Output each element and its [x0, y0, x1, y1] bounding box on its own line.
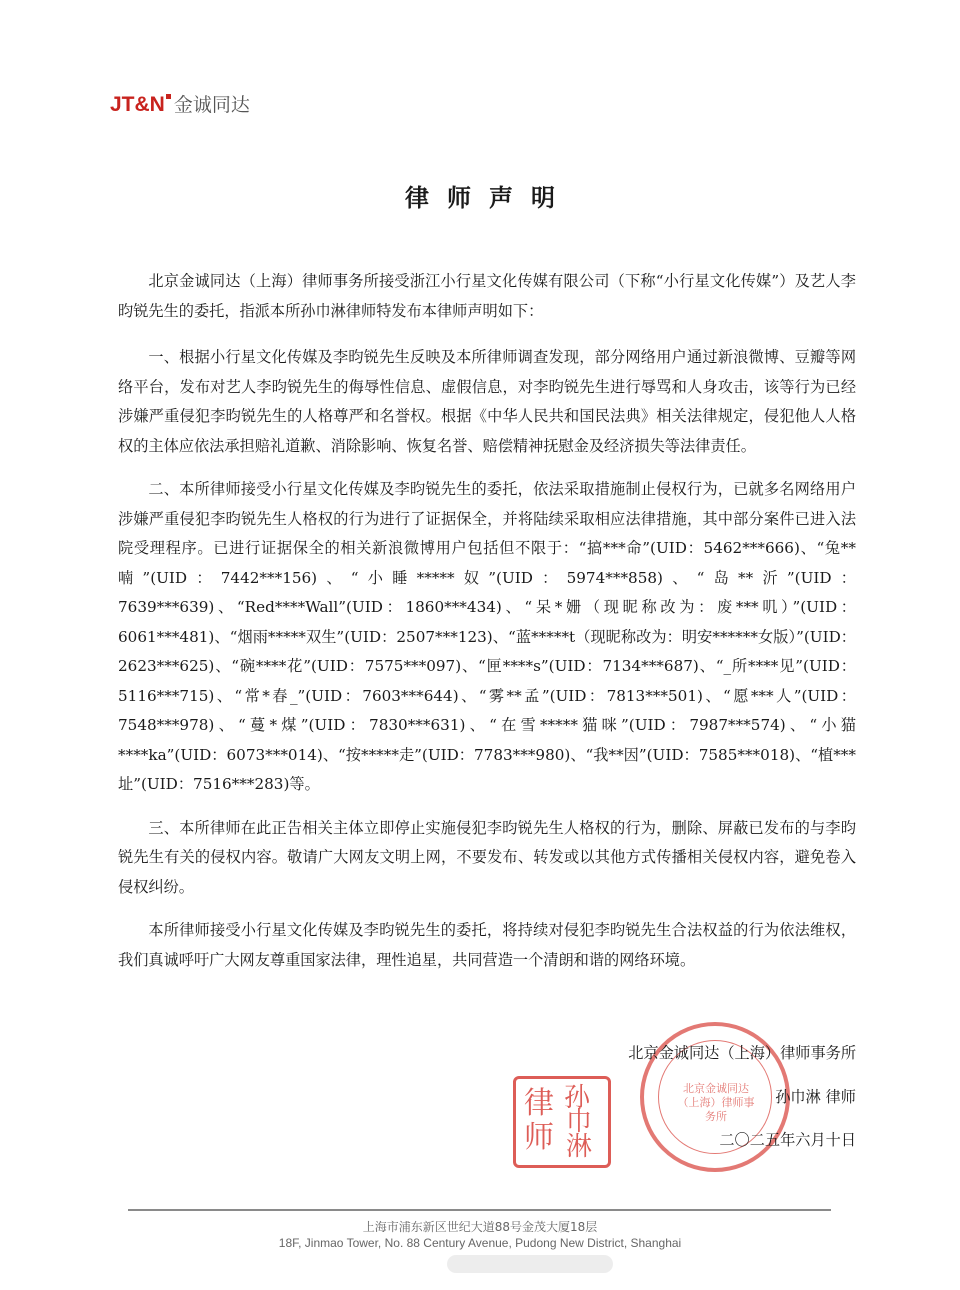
statement-body — [118, 267, 856, 989]
document-title: 律师声明 — [405, 184, 573, 212]
paragraph-two: 二、本所律师接受小行星文化传媒及李昀锐先生的委托，依法采取措施制止侵权行为，已就多名网络用户涉嫌严重侵犯李昀锐先生人格权的行为进行了证据保全，并将陆续采取相应法律措施，其中部分案件已进入法院受理程序。已进行证据保全的相关新浪微博用户包括但不限于：“搞***命”(UID：5462***666)、“兔**喃”(UID：7442***156)、“小睡*****奴”(UID：5974***858)、“岛**沂”(UID：7639***639)、“Red****Wall”(UID：1860***434)、“呆*姗（现昵称改为：废***叽）”(UID：6061***481)、“烟雨*****双生”(UID：2507***123)、“蓝*****t（现昵称改为：明安******女版）”(UID：2623***625)、“碗****花”(UID：7575***097)、“匣****s”(UID：7134***687)、“_所****见”(UID：5116***715)、“常*春_”(UID：7603***644)、“雾**孟”(UID：7813***501)、“愿***人”(UID：7548***978)、“蔓*煤”(UID：7830***631)、“在雪*****猫咪”(UID：7987***574)、“小猫****ka”(UID：6073***014)、“按*****走”(UID：7783***980)、“我**因”(UID：7585***018)、“植***址”(UID：7516***283)等。 — [118, 480, 856, 793]
signature-date: 二〇二五年六月十日 — [719, 1131, 856, 1149]
seal-char: 淋 — [566, 1132, 593, 1162]
paragraph-closing: 本所律师接受小行星文化传媒及李昀锐先生的委托，将持续对侵犯李昀锐先生合法权益的行为依法维权，我们真诚呼吁广大网友尊重国家法律，理性追星，共同营造一个清朗和谐的网络环境。 — [118, 921, 856, 969]
signature-lawyer: 孙巾淋 律师 — [775, 1088, 856, 1106]
seal-char: 律 — [524, 1086, 554, 1121]
watermark-overlay — [447, 1255, 613, 1273]
logo-latin-text: JT&N — [110, 93, 165, 116]
paragraph-intro: 北京金诚同达（上海）律师事务所接受浙江小行星文化传媒有限公司（下称“小行星文化传媒”）及艺人李昀锐先生的委托，指派本所孙巾淋律师特发布本律师声明如下： — [118, 272, 856, 320]
paragraph-one: 一、根据小行星文化传媒及李昀锐先生反映及本所律师调查发现，部分网络用户通过新浪微博、豆瓣等网络平台，发布对艺人李昀锐先生的侮辱性信息、虚假信息，对李昀锐先生进行辱骂和人身攻击，该等行为已经涉嫌严重侵犯李昀锐先生的人格尊严和名誉权。根据《中华人民共和国民法典》相关法律规定，侵犯他人人格权的主体应依法承担赔礼道歉、消除影响、恢复名誉、赔偿精神抚慰金及经济损失等法律责任。 — [118, 348, 856, 455]
footer-divider — [128, 1209, 831, 1211]
seal-char: 师 — [524, 1120, 554, 1155]
paragraph-three: 三、本所律师在此正告相关主体立即停止实施侵犯李昀锐先生人格权的行为，删除、屏蔽已发布的与李昀锐先生有关的侵权内容。敬请广大网友文明上网，不要发布、转发或以其他方式传播相关侵权内容，避免卷入侵权纠纷。 — [118, 818, 856, 896]
lawyer-seal-icon — [513, 1076, 611, 1168]
seal-char: 孙 — [564, 1083, 591, 1113]
seal-char: 巾 — [566, 1107, 593, 1137]
footer-address-cn: 上海市浦东新区世纪大道88号金茂大厦18层 — [362, 1220, 598, 1234]
seal-round-text: 北京金诚同达（上海）律师事务所 — [677, 1082, 755, 1123]
signature-firm: 北京金诚同达（上海）律师事务所 — [628, 1044, 856, 1062]
logo-cn-text: 金诚同达 — [173, 94, 250, 116]
logo-mark-icon — [166, 94, 171, 99]
footer-address-en: 18F, Jinmao Tower, No. 88 Century Avenue, Pudong New District, Shanghai — [278, 1236, 682, 1250]
firm-logo — [110, 90, 250, 117]
